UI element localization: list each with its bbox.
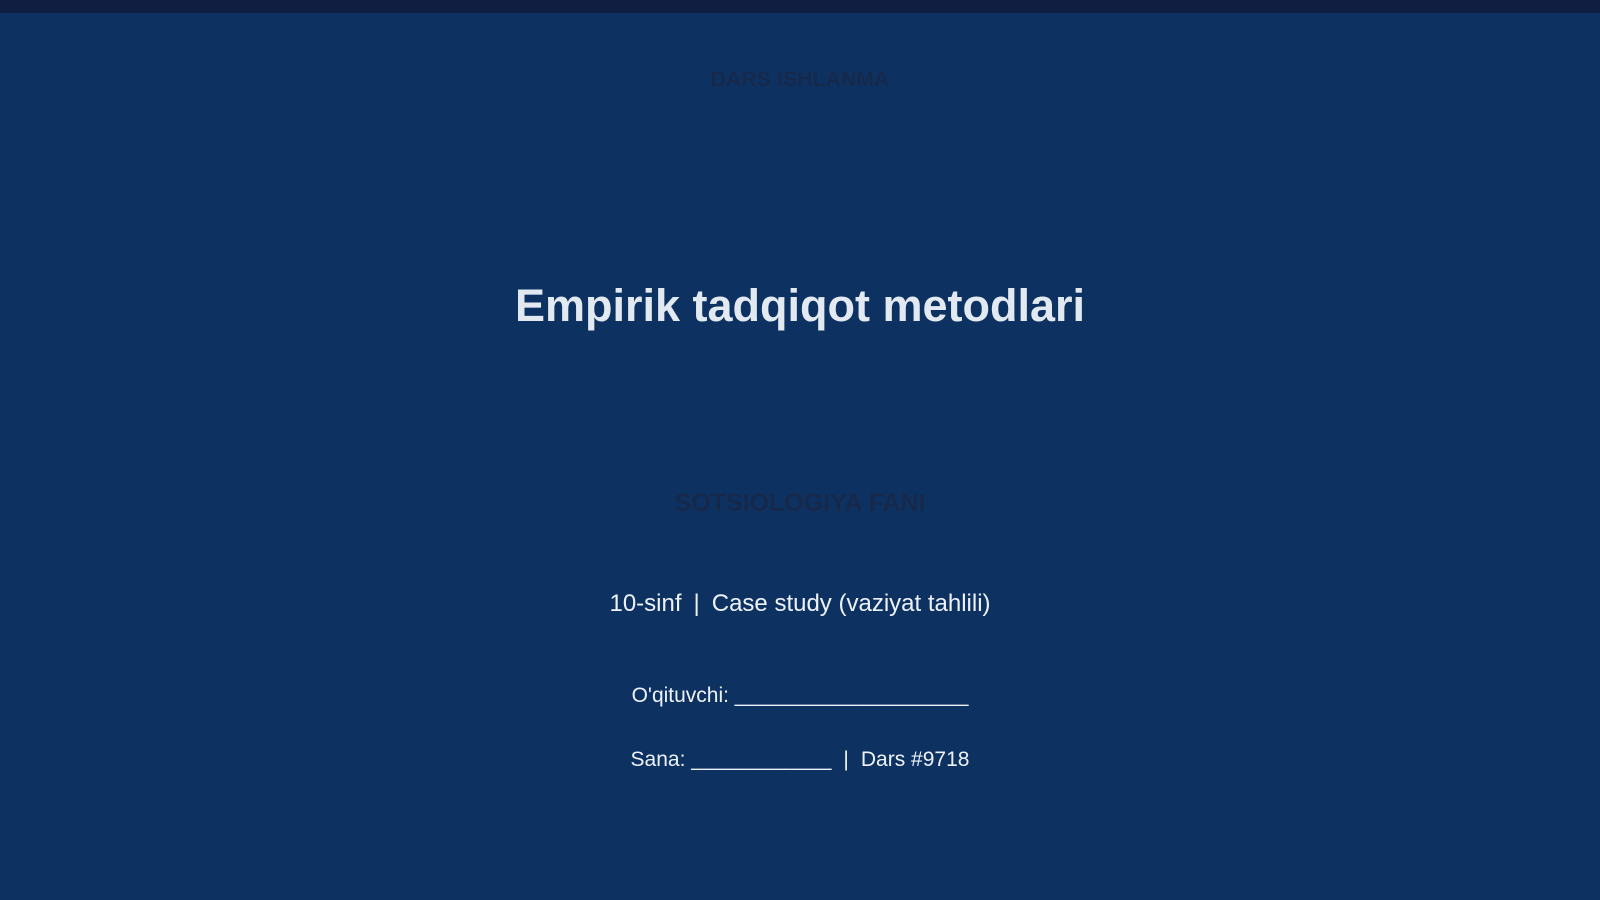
date-separator: |	[843, 748, 849, 771]
separator: |	[693, 590, 700, 617]
lesson-number: Dars #9718	[860, 748, 970, 771]
date-field: Sana: ____________	[630, 748, 832, 771]
top-border-strip	[0, 0, 1600, 13]
date-lesson-line	[0, 748, 1600, 772]
method-label: Case study (vaziyat tahlili)	[711, 590, 991, 617]
document-kicker: DARS ISHLANMA	[710, 68, 890, 91]
page-title: Empirik tadqiqot metodlari	[514, 280, 1086, 331]
subject-heading: SOTSIOLOGIYA FANI	[674, 489, 926, 517]
teacher-field: O'qituvchi: ____________________	[631, 684, 969, 707]
class-method-line	[0, 590, 1600, 618]
grade-label: 10-sinf	[609, 590, 682, 617]
